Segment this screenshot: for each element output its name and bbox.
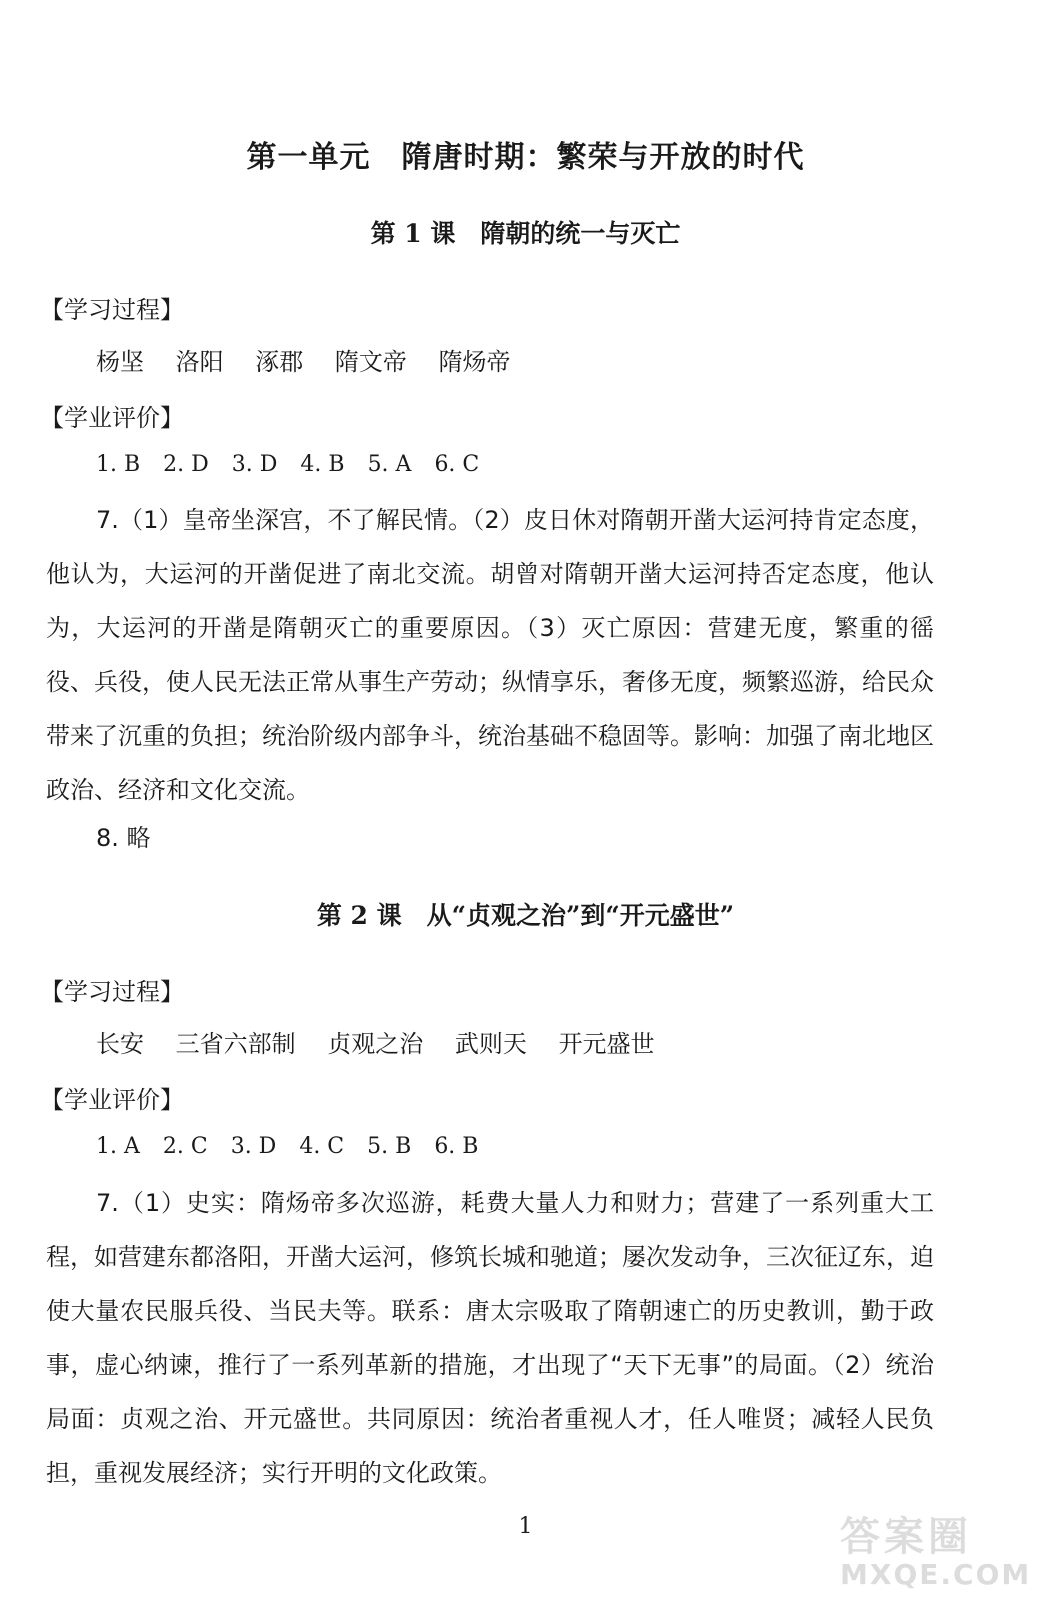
- term: 三省六部制: [175, 1030, 296, 1058]
- unit-title: 第一单元 隋唐时期：繁荣与开放的时代: [246, 140, 805, 175]
- answer: 4. B: [300, 452, 345, 477]
- lesson-2-question-7: 7.（1）史实：隋炀帝多次巡游，耗费大量人力和财力；营建了一系列重大工程，如营建东都洛阳，开凿大运河，修筑长城和驰道；屡次发动争，三次征辽东，迫使大量农民服兵役、当民夫等。联系：唐太宗吸取了隋朝速亡的历史教训，勤于政事，虚心纳谏，推行了一系列革新的措施，才出现了“天下无事”的局面。（2）统治局面：贞观之治、开元盛世。共同原因：统治者重视人才，任人唯贤；减轻人民负担，重视发展经济；实行开明的文化政策。: [46, 1189, 934, 1487]
- answer: 6. B: [434, 1134, 479, 1159]
- lesson-1-question-7: 7.（1）皇帝坐深宫，不了解民情。（2）皮日休对隋朝开凿大运河持肯定态度，他认为，大运河的开凿促进了南北交流。胡曾对隋朝开凿大运河持否定态度，他认为，大运河的开凿是隋朝灭亡的重要原因。（3）灭亡原因：营建无度，繁重的徭役、兵役，使人民无法正常从事生产劳动；纵情享乐，奢侈无度，频繁巡游，给民众带来了沉重的负担；统治阶级内部争斗，统治基础不稳固等。影响：加强了南北地区政治、经济和文化交流。: [46, 506, 934, 804]
- term: 隋文帝: [334, 348, 407, 376]
- answer: 3. D: [231, 452, 278, 477]
- lesson-1-question-8: 8. 略: [96, 824, 151, 852]
- answer: 4. C: [299, 1134, 345, 1159]
- term: 洛阳: [175, 348, 224, 376]
- watermark-logo: [840, 1505, 1040, 1595]
- watermark-text: 答案圈: [840, 1514, 972, 1560]
- term: 开元盛世: [558, 1030, 655, 1058]
- term: 杨坚: [96, 348, 144, 376]
- lesson-2-process-label: 【学习过程】: [40, 978, 184, 1006]
- answer: 6. C: [434, 452, 480, 477]
- page-number: 1: [518, 1514, 533, 1539]
- answer: 1. A: [96, 1134, 140, 1159]
- lesson-1-terms: [96, 342, 535, 377]
- term: 涿郡: [255, 348, 304, 376]
- answer: 2. D: [163, 452, 209, 477]
- lesson-2-evaluation-label: 【学业评价】: [40, 1086, 184, 1114]
- term: 贞观之治: [327, 1030, 424, 1058]
- term: 武则天: [454, 1030, 527, 1058]
- lesson-1-answers: [96, 452, 495, 477]
- answer: 2. C: [162, 1134, 208, 1159]
- lesson-1-evaluation-label: 【学业评价】: [40, 404, 184, 432]
- answer: 1. B: [96, 452, 141, 477]
- term: 隋炀帝: [438, 348, 511, 376]
- lesson-1-process-label: 【学习过程】: [40, 296, 184, 324]
- lesson-2-answers: [96, 1134, 494, 1159]
- watermark-url: MXQE.COM: [840, 1558, 1032, 1591]
- lesson-1-title: 第 1 课 隋朝的统一与灭亡: [370, 219, 681, 248]
- answer: 3. D: [230, 1134, 277, 1159]
- term: 长安: [96, 1030, 144, 1058]
- lesson-2-terms: [96, 1024, 679, 1059]
- answer: 5. A: [367, 452, 412, 477]
- answer: 5. B: [367, 1134, 412, 1159]
- lesson-2-title: 第 2 课 从“贞观之治”到“开元盛世”: [316, 901, 735, 930]
